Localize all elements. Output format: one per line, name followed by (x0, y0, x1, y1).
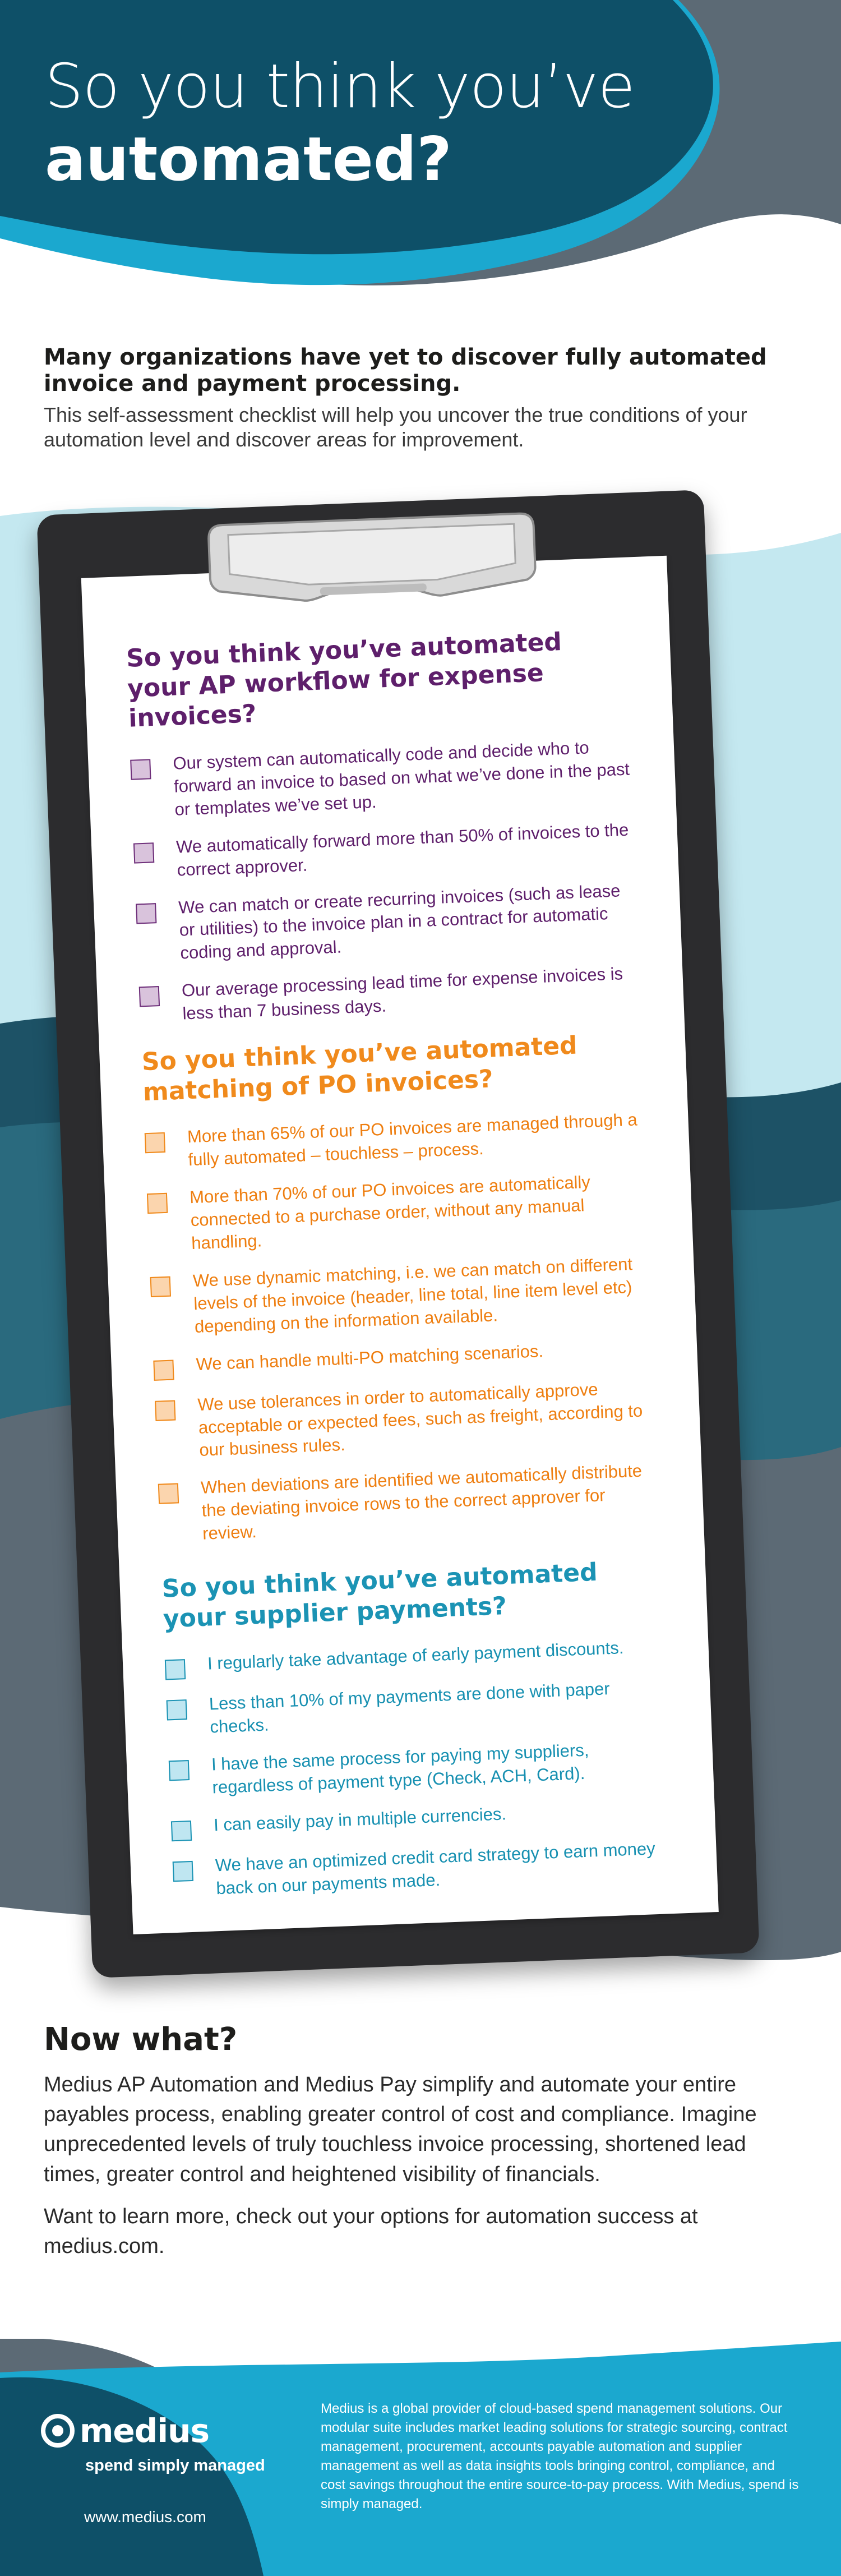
item-label: We use dynamic matching, i.e. we can match on different levels of the invoice (header, line total, line item level etc) depending on the information available. (192, 1254, 633, 1337)
item-label: Our average processing lead time for expense invoices is less than 7 business days. (181, 964, 623, 1024)
list-item[interactable] (130, 735, 637, 823)
clipboard-clip-icon (188, 506, 556, 613)
item-label: I have the same process for paying my suppliers, regardless of payment type (Check, ACH, Card). (211, 1740, 589, 1798)
checkbox[interactable] (171, 1821, 192, 1841)
list-item[interactable] (158, 1459, 664, 1547)
list-item[interactable] (172, 1837, 678, 1902)
now-what-title: Now what? (44, 2021, 238, 2058)
intro-lead: Many organizations have yet to discover fully automated invoice and payment processing. (44, 344, 767, 397)
item-label: We use tolerances in order to automatically approve acceptable or expected fees, such as freight, according to our business rules. (197, 1379, 643, 1460)
now-what-paragraph-2: Want to learn more, check out your options for automation success at medius.com. (44, 2204, 698, 2258)
checklist-paper (81, 556, 719, 1934)
checkbox[interactable] (130, 759, 151, 780)
checkbox[interactable] (167, 1699, 187, 1720)
checklist-expense (130, 735, 645, 1027)
now-what-paragraph-1: Medius AP Automation and Medius Pay simplify and automate your entire payables process, enabling greater control of cost and compliance. Imagine unprecedented levels of truly touchless invoice processing, shortened lead times, greater control and heightened visibility of financials. (44, 2073, 757, 2186)
list-item[interactable] (150, 1252, 657, 1340)
checkbox[interactable] (133, 842, 154, 863)
item-label: I regularly take advantage of early payment discounts. (207, 1638, 624, 1674)
section-supplier-payments (161, 1555, 679, 1916)
section-title-payments: So you think you’ve automated your supplier payments? (161, 1557, 598, 1634)
checkbox[interactable] (169, 1760, 190, 1781)
checkbox[interactable] (165, 1659, 186, 1680)
medius-logo[interactable] (40, 2412, 209, 2450)
section-expense-invoices (126, 624, 645, 1042)
list-item[interactable] (133, 818, 639, 883)
intro (44, 344, 795, 452)
list-item[interactable] (171, 1796, 676, 1842)
item-label: Our system can automatically code and decide who to forward an invoice to based on what we’ve done in the past or templates we’ve set up. (172, 738, 630, 819)
list-item[interactable] (147, 1169, 654, 1257)
item-label: More than 70% of our PO invoices are automatically connected to a purchase order, without any manual handling. (189, 1172, 591, 1254)
item-label: We have an optimized credit card strategy to earn money back on our payments made. (215, 1838, 656, 1898)
checkbox[interactable] (147, 1193, 168, 1214)
list-item[interactable] (166, 1675, 672, 1740)
list-item[interactable] (136, 879, 643, 967)
list-item[interactable] (144, 1108, 650, 1173)
company-description: Medius is a global provider of cloud-based spend management solutions. Our modular suite includes market leading solutions for strategic sourcing, contract management, procurement, accounts payable automation and supplier management as well as data insights tools bringing control, compliance, and cost savings throughout the entire source-to-pay process. With Medius, spend is simply managed. (321, 2401, 799, 2512)
checklist-payments (164, 1635, 678, 1902)
intro-body: This self-assessment checklist will help you uncover the true conditions of your automation level and discover areas for improvement. (44, 403, 747, 451)
checkbox[interactable] (136, 903, 156, 924)
checkbox[interactable] (145, 1132, 165, 1153)
logo-wordmark: medius (80, 2412, 209, 2450)
website-link[interactable]: www.medius.com (84, 2508, 206, 2526)
checkbox[interactable] (158, 1483, 179, 1504)
clipboard (36, 490, 759, 1978)
page-title-line2: automated? (45, 125, 452, 195)
list-item[interactable] (155, 1376, 662, 1464)
page-title-line1: So you think you’ve (45, 52, 635, 122)
checkbox[interactable] (153, 1360, 174, 1380)
item-label: We can handle multi-PO matching scenarios. (195, 1340, 544, 1374)
item-label: I can easily pay in multiple currencies. (213, 1804, 507, 1835)
checkbox[interactable] (173, 1861, 193, 1882)
checkbox[interactable] (139, 986, 160, 1007)
checklist-po (144, 1108, 664, 1547)
tagline: spend simply managed (85, 2457, 265, 2474)
checkbox[interactable] (155, 1400, 175, 1421)
list-item[interactable] (168, 1736, 674, 1801)
section-title-expense: So you think you’ve automated your AP workflow for expense invoices? (126, 628, 562, 734)
item-label: We automatically forward more than 50% of invoices to the correct approver. (175, 819, 629, 880)
list-item[interactable] (138, 962, 644, 1027)
list-item[interactable] (164, 1635, 669, 1680)
item-label: More than 65% of our PO invoices are managed through a fully automated – touchless – process. (187, 1109, 638, 1170)
now-what-section (44, 2021, 795, 2261)
section-title-po: So you think you’ve automated matching of PO invoices? (141, 1031, 578, 1107)
medius-logo-icon (40, 2413, 75, 2448)
section-po-invoices (141, 1028, 666, 1562)
item-label: Less than 10% of my payments are done with paper checks. (209, 1679, 611, 1737)
list-item[interactable] (153, 1335, 658, 1381)
item-label: We can match or create recurring invoices (such as lease or utilities) to the invoice plan in a contract for automatic coding and approval. (178, 880, 621, 963)
header-banner (0, 0, 841, 314)
checkbox[interactable] (150, 1277, 171, 1297)
item-label: When deviations are identified we automatically distribute the deviating invoice rows to the correct approver for review. (200, 1460, 643, 1543)
